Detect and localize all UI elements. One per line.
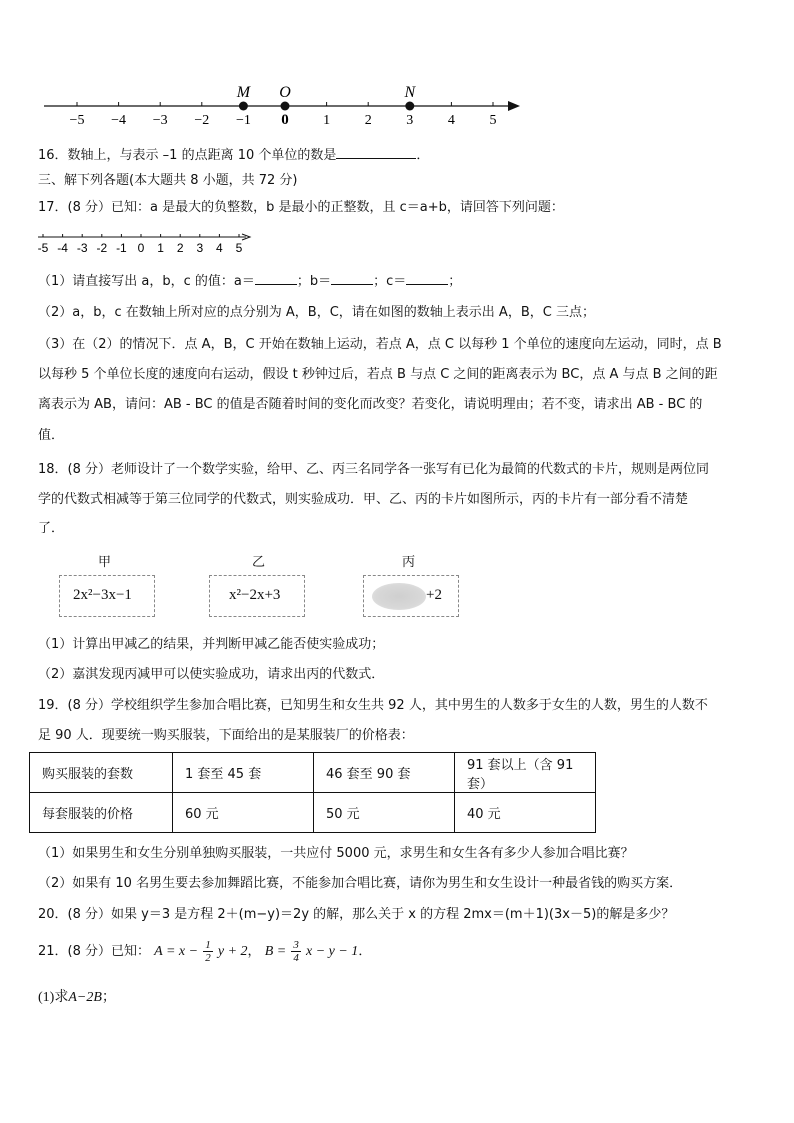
q17-intro: 17．(8 分）已知：a 是最大的负整数，b 是最小的正整数，且 c＝a+b，请回答下列问题：: [38, 200, 564, 215]
q17-c-blank[interactable]: [406, 272, 448, 285]
table-cell: 46 套至 90 套: [314, 753, 455, 793]
tick-label: -5: [37, 241, 49, 255]
point-marker: [281, 102, 290, 111]
card-title-jia: 甲: [98, 555, 112, 570]
section-heading: 三、解下列各题(本大题共 8 小题，共 72 分): [38, 173, 298, 188]
q21-sep: ，: [247, 944, 261, 959]
point-label: O: [279, 84, 291, 101]
q17-part3-line2: 以每秒 5 个单位长度的速度向右运动，假设 t 秒钟过后，若点 B 与点 C 之间的距离表示为 BC，点 A 与点 B 之间的距: [38, 367, 718, 382]
q19-part1: （1）如果男生和女生分别单独购买服装，一共应付 5000 元，求男生和女生各有多少人参加合唱比赛？: [38, 846, 634, 861]
q17-b-blank[interactable]: [331, 272, 373, 285]
q18-line1: 18．(8 分）老师设计了一个数学实验，给甲、乙、丙三名同学各一张写有已化为最简的代数式的卡片，规则是两位同: [38, 462, 710, 477]
q17-p1d: ；: [448, 274, 462, 289]
tick-label: −3: [152, 113, 168, 128]
table-cell: 1 套至 45 套: [173, 753, 314, 793]
q17-p1a: （1）请直接写出 a，b，c 的值：a＝: [38, 274, 255, 289]
q16-text: 16．数轴上，与表示 –1 的点距离 10 个单位的数是: [38, 148, 337, 163]
tick-label: 2: [364, 113, 372, 128]
q21-a-start: A = x −: [154, 944, 199, 959]
q21-a-end: y + 2: [217, 944, 248, 959]
q17-part3-line3: 离表示为 AB，请问：AB - BC 的值是否随着时间的变化而改变？若变化，请说明理由；若不变，请求出 AB - BC 的: [38, 397, 703, 412]
fraction-denominator: 2: [205, 952, 211, 964]
tick-label: 0: [137, 241, 145, 255]
q16-answer-blank[interactable]: [336, 146, 416, 159]
q18-line2: 学的代数式相减等于第三位同学的代数式，则实验成功．甲、乙、丙的卡片如图所示，丙的卡片有一部分看不清楚: [38, 492, 689, 507]
question-16: [38, 146, 429, 165]
tick-label: −4: [111, 113, 127, 128]
fraction-numerator: 1: [205, 939, 211, 951]
card-title-bing: 丙: [402, 555, 416, 570]
tick-label: 3: [196, 241, 204, 255]
point-marker: [239, 102, 248, 111]
tick-label: -4: [57, 241, 68, 255]
tick-label: -1: [116, 241, 127, 255]
q18-line3: 了．: [38, 521, 65, 536]
point-label: N: [404, 84, 416, 101]
number-line-mon: [40, 78, 530, 130]
tick-label: -2: [96, 241, 108, 255]
table-row: [30, 793, 596, 833]
arrow-icon: [508, 101, 520, 111]
card-bing-expr: +2: [426, 587, 442, 603]
fraction-one-half: [203, 939, 213, 964]
tick-label: 2: [176, 241, 184, 255]
q20-text: 20．(8 分）如果 y＝3 是方程 2＋(m−y)＝2y 的解，那么关于 x 的方程 2mx＝(m＋1)(3x－5)的解是多少？: [38, 907, 675, 922]
tick-label: −5: [69, 113, 85, 128]
table-cell: 50 元: [314, 793, 455, 833]
tick-label: 1: [157, 241, 164, 255]
q17-a-blank[interactable]: [255, 272, 297, 285]
fraction-numerator: 3: [293, 939, 299, 951]
card-title-yi: 乙: [252, 555, 266, 570]
q17-part3-line1: （3）在（2）的情况下．点 A，B，C 开始在数轴上运动，若点 A，点 C 以每秒 1 个单位的速度向左运动，同时，点 B: [38, 337, 722, 352]
q17-part3-line4: 值．: [38, 428, 65, 443]
tick-label: −1: [235, 113, 251, 128]
tick-label: 0: [281, 112, 289, 128]
fraction-denominator: 4: [293, 952, 299, 964]
q16-end: ．: [416, 148, 430, 163]
q21-b-end: x − y − 1: [305, 944, 359, 959]
q17-part2: （2）a，b，c 在数轴上所对应的点分别为 A，B，C，请在如图的数轴上表示出 A，B，C 三点；: [38, 305, 595, 320]
q21-part1: [38, 988, 116, 1007]
table-cell: 91 套以上（含 91 套）: [455, 753, 596, 793]
q19-line2: 足 90 人．现要统一购买服装，下面给出的是某服装厂的价格表：: [38, 728, 414, 743]
q21-given: [38, 936, 371, 968]
card-jia-expr: 2x²−3x−1: [73, 587, 132, 603]
fraction-three-quarters: [291, 939, 301, 964]
number-line-q17: [36, 230, 256, 256]
point-label: M: [236, 84, 251, 101]
tick-label: 5: [489, 113, 497, 128]
smudge-blot: [372, 583, 426, 610]
q17-p1c: ；c＝: [373, 274, 407, 289]
table-cell: 40 元: [455, 793, 596, 833]
card-yi: [209, 575, 305, 617]
point-marker: [405, 102, 414, 111]
card-jia: [59, 575, 155, 617]
tick-label: −2: [194, 113, 210, 128]
tick-label: -3: [76, 241, 88, 255]
q18-part1: （1）计算出甲减乙的结果，并判断甲减乙能否使实验成功；: [38, 637, 385, 652]
table-cell: 每套服装的价格: [30, 793, 173, 833]
q21-prefix: 21．(8 分）已知：: [38, 944, 151, 959]
q21-b-final: ．: [358, 944, 372, 959]
q18-part2: （2）嘉淇发现丙减甲可以使实验成功，请求出丙的代数式．: [38, 667, 385, 682]
table-row: [30, 753, 596, 793]
tick-label: 4: [447, 113, 455, 128]
q17-part1: [38, 272, 461, 291]
tick-label: 3: [406, 113, 414, 128]
q21-b-start: B =: [264, 944, 287, 959]
q21-p1-end: ；: [101, 989, 116, 1005]
q21-p1-expr: A−2B: [68, 990, 102, 1005]
q17-p1b: ；b＝: [296, 274, 332, 289]
tick-label: 5: [235, 241, 243, 255]
card-yi-expr: x²−2x+3: [229, 587, 281, 603]
table-cell: 购买服装的套数: [30, 753, 173, 793]
q19-part2: （2）如果有 10 名男生要去参加舞蹈比赛，不能参加合唱比赛，请你为男生和女生设计一种最省钱的购买方案．: [38, 876, 683, 891]
tick-label: 4: [216, 241, 223, 255]
q19-line1: 19．(8 分）学校组织学生参加合唱比赛，已知男生和女生共 92 人，其中男生的人数多于女生的人数，男生的人数不: [38, 698, 708, 713]
price-table: [29, 752, 596, 833]
tick-label: 1: [323, 113, 331, 128]
card-bing: [363, 575, 459, 617]
table-cell: 60 元: [173, 793, 314, 833]
q21-p1-label: (1)求: [38, 990, 69, 1005]
